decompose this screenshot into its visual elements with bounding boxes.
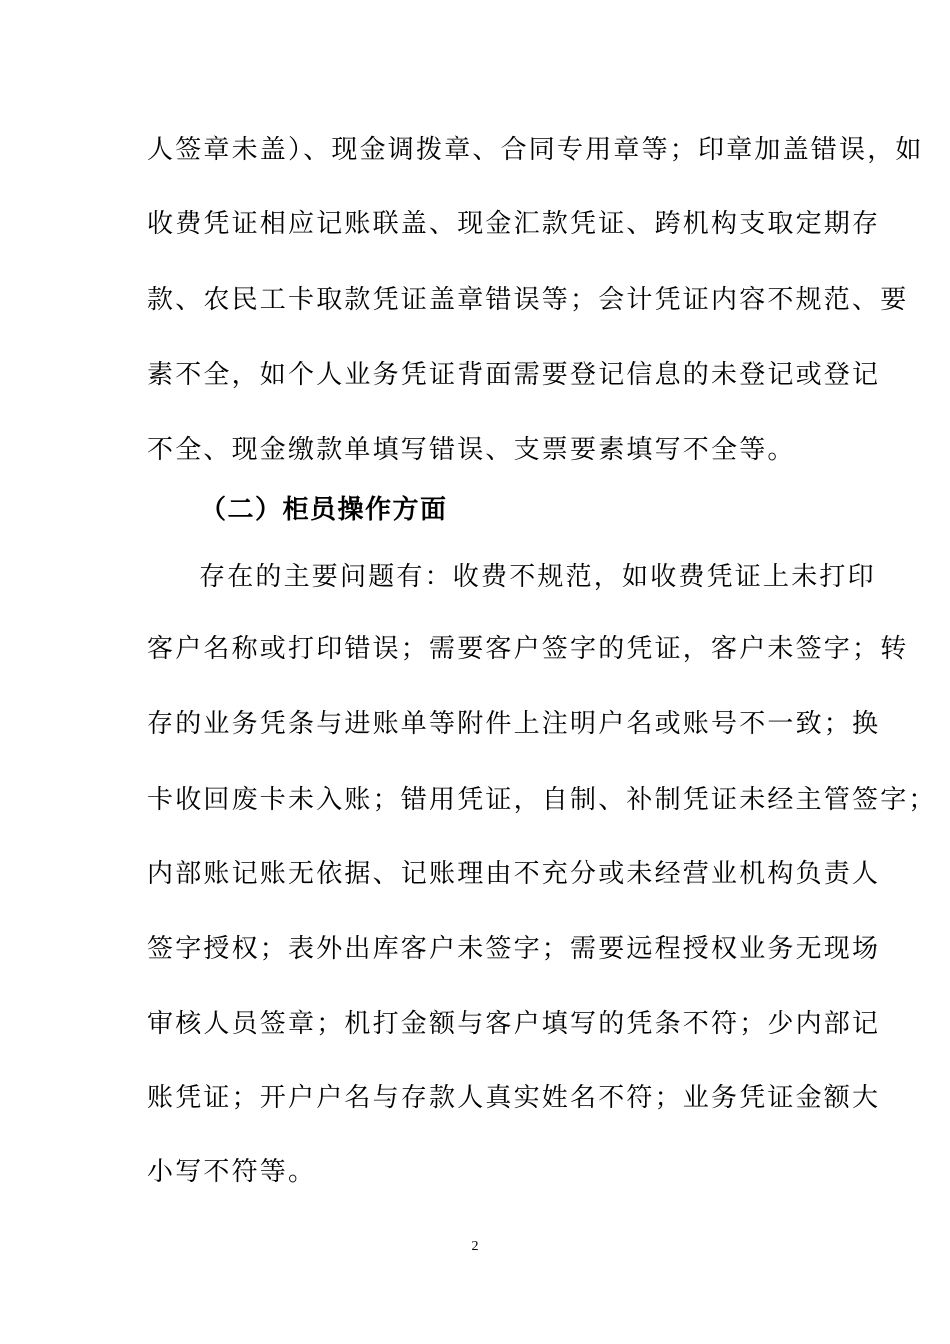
- paragraph-line: 审核人员签章；机打金额与客户填写的凭条不符；少内部记: [147, 1009, 881, 1039]
- paragraph-line: 内部账记账无依据、记账理由不充分或未经营业机构负责人: [147, 859, 881, 889]
- body-line: 不全、现金缴款单填写错误、支票要素填写不全等。: [147, 435, 796, 465]
- paragraph-line: 小写不符等。: [147, 1157, 317, 1187]
- paragraph-line: 签字授权；表外出库客户未签字；需要远程授权业务无现场: [147, 934, 881, 964]
- paragraph-line: 客户名称或打印错误；需要客户签字的凭证，客户未签字；转: [147, 634, 909, 664]
- section-heading: （二）柜员操作方面: [200, 495, 448, 525]
- body-line: 款、农民工卡取款凭证盖章错误等；会计凭证内容不规范、要: [147, 285, 909, 315]
- body-line: 收费凭证相应记账联盖、现金汇款凭证、跨机构支取定期存: [147, 209, 881, 239]
- page-number: 2: [471, 1239, 479, 1254]
- paragraph-line: 存在的主要问题有：收费不规范，如收费凭证上未打印: [199, 562, 876, 592]
- body-line: 人签章未盖）、现金调拨章、合同专用章等；印章加盖错误，如: [147, 135, 924, 165]
- paragraph-line: 卡收回废卡未入账；错用凭证，自制、补制凭证未经主管签字；: [147, 785, 937, 815]
- paragraph-line: 存的业务凭条与进账单等附件上注明户名或账号不一致；换: [147, 709, 881, 739]
- paragraph-line: 账凭证；开户户名与存款人真实姓名不符；业务凭证金额大: [147, 1083, 881, 1113]
- body-line: 素不全，如个人业务凭证背面需要登记信息的未登记或登记: [147, 360, 881, 390]
